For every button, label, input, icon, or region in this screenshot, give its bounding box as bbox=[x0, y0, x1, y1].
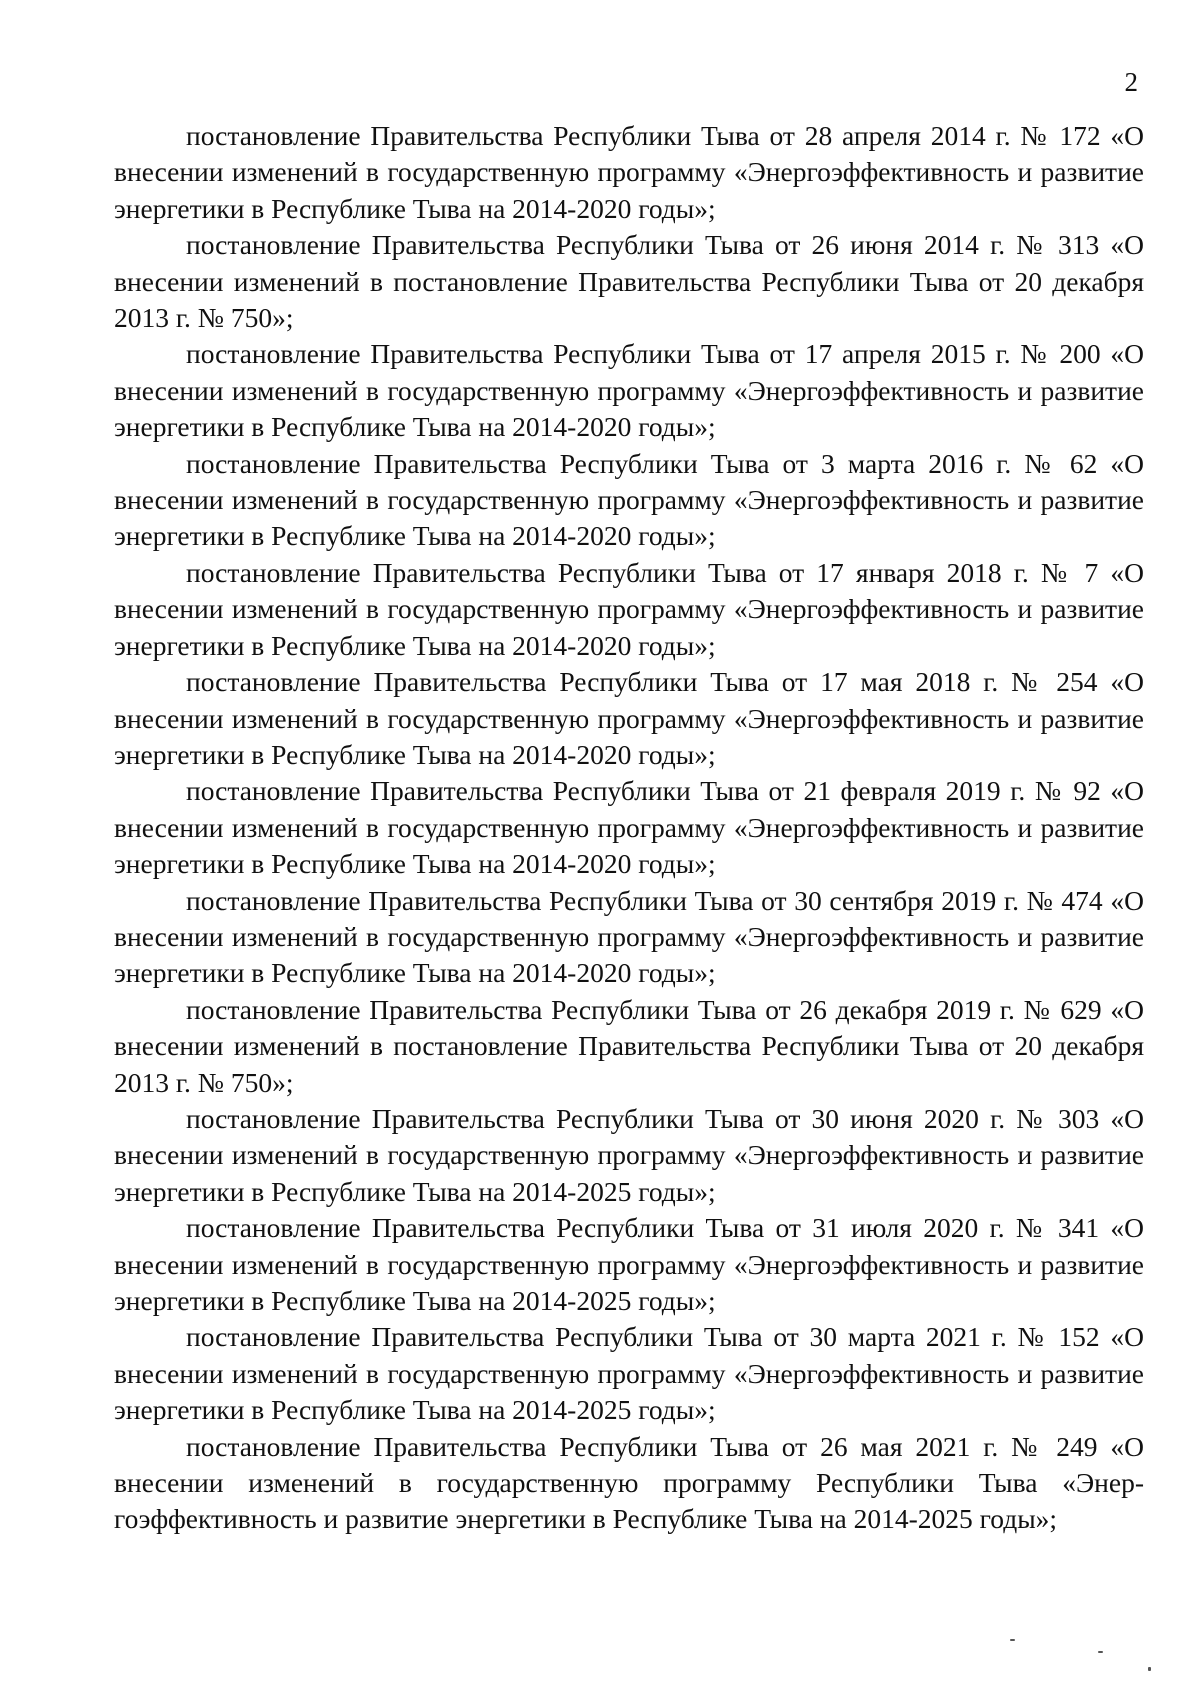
list-item: постановление Правительства Республики Тыва от 17 мая 2018 г. № 254 «О внесении изменений в государственную программу «Энергоэффективность и развитие энергетики в Республике Тыва на 2014-2020 годы»; bbox=[114, 666, 1144, 770]
list-item: постановление Правительства Республики Тыва от 26 мая 2021 г. № 249 «О внесении изменений в государственную программу Республики Тыва «Энергоэффективность и развитие энергетики в Республике Тыва на 2014-2025 годы»; bbox=[114, 1430, 1144, 1535]
list-item: постановление Правительства Республики Тыва от 30 сентября 2019 г. № 474 «О внесении изменений в государственную программу «Энергоэффективность и развитие энергетики в Республике Тыва на 2014-2020 годы»; bbox=[114, 884, 1144, 989]
list-item: постановление Правительства Республики Тыва от 28 апреля 2014 г. № 172 «О внесении изменений в государственную программу «Энергоэффективность и развитие энергетики в Республике Тыва на 2014-2020 годы»; bbox=[114, 120, 1144, 224]
scan-speck bbox=[1148, 1667, 1151, 1671]
list-item: постановление Правительства Республики Тыва от 31 июля 2020 г. № 341 «О внесении изменений в государственную программу «Энергоэффективность и развитие энергетики в Республике Тыва на 2014-2025 годы»; bbox=[114, 1212, 1144, 1316]
list-item: постановление Правительства Республики Тыва от 30 марта 2021 г. № 152 «О внесении изменений в государственную программу «Энергоэффективность и развитие энергетики в Республике Тыва на 2014-2025 годы»; bbox=[114, 1321, 1144, 1426]
list-item: постановление Правительства Республики Тыва от 17 января 2018 г. № 7 «О внесении изменений в государственную программу «Энергоэффективность и развитие энергетики в Республике Тыва на 2014-2020 годы»; bbox=[114, 556, 1144, 661]
list-item: постановление Правительства Республики Тыва от 30 июня 2020 г. № 303 «О внесении изменений в государственную программу «Энергоэффективность и развитие энергетики в Республике Тыва на 2014-2025 годы»; bbox=[114, 1102, 1144, 1207]
list-item: постановление Правительства Республики Тыва от 3 марта 2016 г. № 62 «О внесении изменений в государственную программу «Энергоэффективность и развитие энергетики в Республике Тыва на 2014-2020 годы»; bbox=[114, 447, 1144, 552]
document-body bbox=[114, 118, 1144, 1538]
scan-speck bbox=[1098, 1651, 1103, 1653]
scan-marks bbox=[960, 1617, 1160, 1677]
scan-speck bbox=[1010, 1639, 1015, 1641]
list-item: постановление Правительства Республики Тыва от 17 апреля 2015 г. № 200 «О внесении изменений в государственную программу «Энергоэффективность и развитие энергетики в Республике Тыва на 2014-2020 годы»; bbox=[114, 338, 1144, 443]
list-item: постановление Правительства Республики Тыва от 21 февраля 2019 г. № 92 «О внесении изменений в государственную программу «Энергоэффективность и развитие энергетики в Республике Тыва на 2014-2020 годы»; bbox=[114, 775, 1144, 880]
page-number: 2 bbox=[1124, 67, 1138, 97]
list-item: постановление Правительства Республики Тыва от 26 декабря 2019 г. № 629 «О внесении изменений в постановление Правительства Республики Тыва от 20 декабря 2013 г. № 750»; bbox=[114, 993, 1144, 1098]
list-item: постановление Правительства Республики Тыва от 26 июня 2014 г. № 313 «О внесении изменений в постановление Правительства Республики Тыва от 20 декабря 2013 г. № 750»; bbox=[114, 229, 1144, 334]
